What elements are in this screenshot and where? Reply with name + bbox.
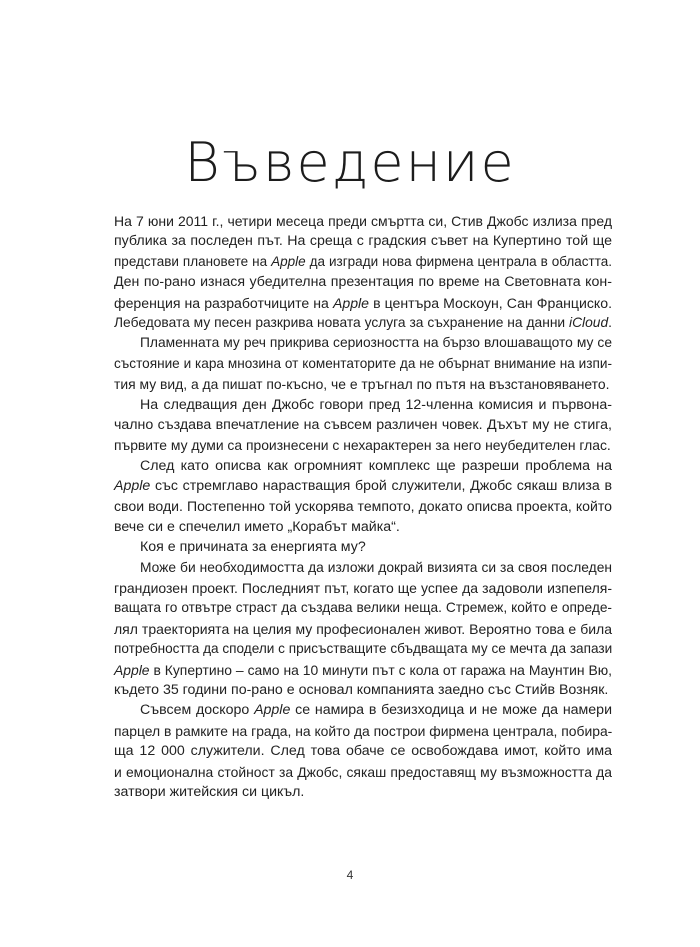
text-line: затвори житейския си цикъл.	[114, 783, 305, 800]
chapter-title: Въведение	[184, 131, 516, 194]
text-line: След като описва как огромният комплекс ще разреши проблема на	[140, 457, 612, 474]
page-number: 4	[346, 868, 354, 882]
body-text	[114, 211, 612, 802]
text-line: потребността да сподели с присъстващите сбъдващата му се мечта да запази	[114, 641, 613, 657]
text-line: където 35 години по-рано е основал компанията заедно със Стийв Возняк.	[114, 681, 609, 698]
text-line: свои води. Постепенно той ускорява темпото, докато описва проекта, който	[114, 498, 612, 515]
text-line: Пламенната му реч прикрива сериозността на бързо влошаващото му се	[140, 335, 612, 351]
text-line: Може би необходимостта да изложи докрай визията си за своя последен	[140, 559, 612, 575]
text-line: чално създава впечатление на съвсем различен човек. Дъхът му не стига,	[114, 416, 612, 433]
text-line: На 7 юни 2011 г., четири месеца преди смъртта си, Стив Джобс излиза пред	[114, 213, 612, 229]
text-line: първите му думи са произнесени с нехарактерен за него неубедителен глас.	[114, 437, 611, 454]
text-line: тия му вид, а да пишат по-късно, че е тръгнал по пътя на възстановяването.	[114, 376, 610, 393]
text-line: публика за последен път. На среща с градския съвет на Купертино той ще	[114, 233, 612, 250]
text-line: Ден по-рано изнася убедителна презентация по време на Световната кон-	[114, 274, 612, 291]
text-line: На следващия ден Джобс говори пред 12-членна комисия и първона-	[140, 396, 612, 413]
text-line: Apple със стремглаво нарастващия брой служители, Джобс сякаш влиза в	[114, 478, 612, 495]
text-line: Лебедовата му песен разкрива новата услуга за съхранение на данни iCloud.	[114, 314, 612, 330]
text-line: и емоционална стойност за Джобс, сякаш предоставящ му възможността да	[114, 763, 612, 780]
text-line: ференция на разработчиците на Apple в центъра Москоун, Сан Франциско.	[114, 294, 613, 311]
text-line: състояние и кара мнозина от коментаторите да не обърнат внимание на изпи-	[114, 355, 612, 371]
text-line: ща 12 000 служители. След това обаче се освобождава имот, който има	[114, 743, 612, 760]
text-line: представи плановете на Apple да изгради нова фирмена централа в областта.	[114, 253, 612, 269]
text-line: ващата го отвътре страст да създава велики неща. Стремеж, който е опреде-	[114, 600, 612, 616]
text-line: парцел в рамките на града, на който да построи фирмена централа, побира-	[114, 722, 613, 739]
text-line: грандиозен проект. Последният път, когато ще успее да задоволи изпепеля-	[114, 580, 612, 597]
text-line: Съвсем доскоро Apple се намира в безизходица и не може да намери	[140, 702, 613, 719]
text-line: Коя е причината за енергията му?	[140, 539, 366, 556]
text-line: лял траекторията на целия му професионален живот. Вероятно това е била	[114, 620, 612, 637]
text-line: Apple в Купертино – само на 10 минути път с кола от гаража на Маунтин Вю,	[114, 661, 612, 678]
text-line: вече си е спечелил името „Корабът майка“.	[114, 518, 400, 535]
